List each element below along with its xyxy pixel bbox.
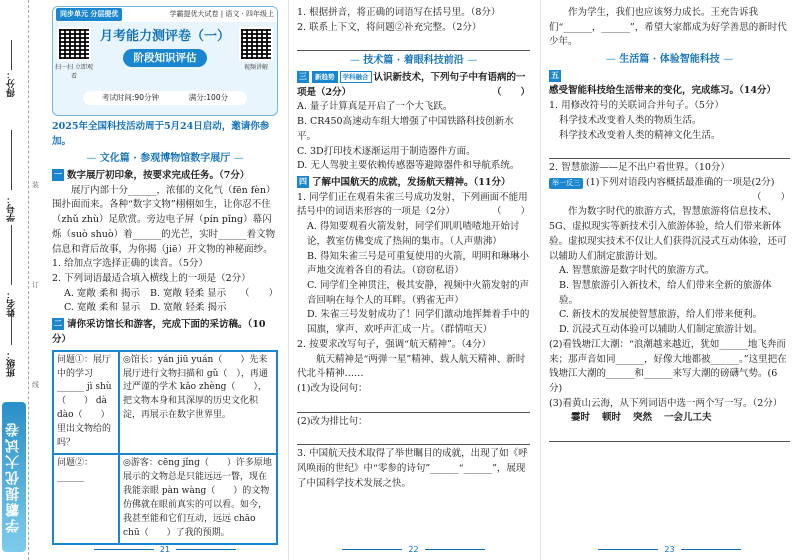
score-label: 得分： (7, 70, 17, 97)
word-bank (549, 411, 790, 426)
answer-line[interactable] (297, 431, 530, 445)
question-5-sub2-2: (2)看钱塘江大潮：“浪潮越来越近，犹如______地飞奔而来；那声音如同______，好像大地都被______。”这里把在钱塘江大潮的______和______来写大潮的磅礴气势。(6分) (549, 338, 787, 395)
question-number-box: 五 (551, 70, 559, 80)
answer-line[interactable] (549, 428, 790, 442)
question-3-head (297, 71, 530, 100)
qr-caption-left: 扫一扫 立即观看 (55, 64, 93, 81)
answer-line[interactable] (297, 37, 530, 51)
qr-code-left[interactable] (57, 27, 91, 61)
option-c[interactable]: C. 新技术的发展使智慧旅游，给人们带来便利。 (559, 309, 762, 321)
table-cell-question-2[interactable]: 问题②：______ (53, 454, 119, 544)
section-title-life: — 生活篇 · 体验智能科技 — (549, 52, 790, 68)
word-item: 突然 (633, 412, 653, 424)
header-strip (53, 7, 277, 22)
test-subtitle: 阶段知识评估 (123, 49, 207, 67)
option-c[interactable]: C. 宽敞 柔和 显示 (64, 302, 141, 314)
class-line (11, 310, 12, 345)
qr-code-right[interactable] (239, 27, 273, 61)
test-header (52, 6, 278, 116)
option-d[interactable]: D. 朱雀三号发射成功了！同学们激动地挥舞着手中的国旗，掌声、欢呼声汇成一片。（群情喧天） (307, 309, 530, 336)
number-label: 学号： (7, 195, 17, 222)
question-5-sub2-1-text: (1)下列对语段内容概括最准确的一项是(2分) (586, 176, 775, 188)
option-a[interactable]: A. 宽敞 柔和 揭示 (64, 287, 140, 299)
table-cell-answer-1[interactable]: ◎馆长：yán jiū yuán（ ）先来展厅进行文物扫描和 gǔ（ ），再通过严谨的学术 kǎo zhèng（ ），把文物本身和其深厚的历史文化积淀，再展示在数字世界里。 (119, 351, 277, 455)
question-number-box: 二 (54, 319, 62, 329)
question-5-sub2-3: (3)看黄山云海，从下列词语中选一两个写一写。（2分） (549, 397, 783, 409)
name-line (11, 225, 12, 285)
fold-mark-1: 装 (32, 181, 39, 189)
tourism-passage: 作为数字时代的旅游方式，智慧旅游将信息技术、5G、虚拟现实等新技术引入旅游体验，给人们带来新体验。虚拟现实技术不仅让人们获得沉浸式互动体验，还可以辅助人们制定旅游计划。 (549, 206, 787, 262)
question-2-text: 请你采访馆长和游客，完成下面的采访稿。（10分） (52, 319, 266, 345)
fold-line (28, 0, 29, 560)
intro-text: 2025年全国科技活动周于5月24日启动，邀请你参加。 (52, 121, 270, 147)
option-c[interactable]: C. 同学们全神贯注，极其安静，视频中火箭发射的声音回响在每个人的耳畔。（鸦雀无声） (307, 280, 529, 306)
question-5-sub2-1 (549, 176, 790, 191)
question-1-text: 数字展厅初印象，按要求完成任务。（7分） (67, 169, 250, 181)
question-5-sub1: 1. 用修改符号的关联词合并句子。（5分） (549, 100, 724, 112)
table-cell-answer-2[interactable]: ◎游客：cēng jǐng（ ）许多原地展示的文物总是只能远远一瞥，现在我能亲眼 pàn wàng（ ）的文物仿佛就在眼前真实的可以看。如今，我甚至能和它们互动，远远 chāo chū（ ）了我的预期。 (119, 454, 277, 544)
question-number-box: 四 (299, 176, 307, 186)
option-b[interactable]: B. 得知朱雀三号是可重复使用的火箭，明明和琳琳小声地交流着各自的看法。（窃窃私语） (307, 250, 530, 277)
question-4-sub1 (297, 191, 530, 220)
option-c[interactable]: C. 3D打印技术逐渐运用于制造器件方面。 (297, 145, 476, 157)
question-4-sub2-b: (2)改为排比句： (297, 415, 368, 427)
answer-paren[interactable]: （ ） (491, 206, 530, 218)
subject-tag: 学科融合 (340, 71, 372, 83)
question-5-head (549, 70, 790, 99)
question-number-box: 三 (299, 71, 307, 81)
word-item: 顿时 (602, 412, 622, 424)
time-limit: 考试时间:90分钟 (101, 93, 159, 102)
number-line (11, 130, 12, 190)
answer-line[interactable] (549, 145, 790, 159)
question-4-quote: 航天精神是“两弹一星”精神、载人航天精神、新时代北斗精神…… (297, 353, 526, 380)
question-4-sub2: 2. 按要求改写句子，强调“航天精神”。（4分） (297, 338, 492, 350)
page-number: 22 (289, 544, 538, 556)
answer-paren[interactable]: （ ） (239, 287, 278, 299)
question-4-head (297, 176, 530, 191)
question-4-sub1-text: 1. 同学们正在观看朱雀三号成功发射，下列画面不能用括号中的词语来形容的一项是（2分） (297, 191, 528, 218)
option-b[interactable]: B. 宽敞 轻柔 显示 (150, 287, 227, 299)
answer-paren[interactable]: （ ） (751, 191, 790, 203)
sentence-1: 科学技术改变着人类的物质生活。 (559, 114, 702, 126)
question-2-head (52, 318, 278, 347)
question-1-sub2-text: 2. 下列词语最适合填入横线上的一项是（2分） (52, 272, 251, 284)
interview-table (52, 350, 278, 545)
page-23 (540, 0, 798, 560)
binding-margin (0, 0, 44, 560)
option-d[interactable]: D. 宽敞 轻柔 揭示 (150, 302, 227, 314)
test-meta (83, 91, 247, 105)
option-b[interactable]: B. 智慧旅游引入新技术，给人们带来全新的旅游体验。 (559, 280, 772, 306)
option-b[interactable]: B. CR450高速动车组大增强了中国铁路科技创新水平。 (297, 116, 514, 142)
sync-badge: 同步单元 分层提优 (56, 8, 122, 21)
page-22 (288, 0, 538, 560)
option-row (52, 301, 278, 316)
score-line (11, 40, 12, 70)
question-number-box: 一 (54, 169, 62, 179)
full-score: 满分:100分 (188, 93, 229, 102)
trend-tag: 新趋势 (312, 71, 338, 83)
answer-paren[interactable]: （ ） (491, 86, 530, 98)
option-a[interactable]: A. 智慧旅游是数字时代的旅游方式。 (559, 265, 715, 277)
question-1-sub3: 1. 根据拼音，将正确的词语写在括号里。（8分） (297, 7, 501, 18)
question-5-text: 感受智能科技给生活带来的变化，完成练习。（14分） (549, 85, 776, 97)
option-row (52, 287, 240, 302)
continued-text: 作为学生，我们也应该努力成长。王充告诉我们“______，______”，希望大家都成为好学善思的新时代少年。 (549, 7, 787, 48)
fold-mark-3: 线 (32, 381, 39, 389)
option-d[interactable]: D. 无人驾驶主要依赖传感器等避障器件和导航系统。 (297, 160, 520, 172)
brand-logo: 学霸提优大试卷 (2, 402, 26, 552)
option-a[interactable]: A. 得知要观看火箭发射，同学们叽叽喳喳地开始讨论，教室仿佛变成了热闹的集市。（人声鼎沸） (307, 221, 520, 247)
word-item: 一会儿工夫 (664, 412, 712, 424)
question-1-passage: 展厅内部十分______，浓郁的文化气（fēn fèn）围扑面而来。各种“数字文物”栩栩如生，让你忍不住（zhǔ zhù）足欣赏。旁边电子屏（pín pǐng）幕闪烁（suò shuò）着______的光芒，实时______着文物信息和背后故事，为你揭（jiē）开文物的神秘面纱。 (52, 184, 276, 255)
question-4-sub2-a: (1)改为设问句： (297, 383, 368, 395)
question-1-sub4: 2. 联系上下文，将问题②补充完整。（2分） (297, 21, 482, 33)
question-3-text: 认识新技术，下列句子中有语病的一项是（2分） (297, 71, 526, 98)
question-5-sub2: 2. 智慧旅游——足不出户看世界。（10分） (549, 162, 730, 174)
page-21 (44, 0, 286, 560)
page-number: 21 (44, 544, 286, 556)
table-cell-question-1[interactable]: 问题①：展厅中的学习 ______ jì shù（ ） dà dào（ ）里出文物给的吗？ (53, 351, 119, 455)
answer-line[interactable] (297, 399, 530, 413)
sentence-2: 科学技术改变着人类的精神文化生活。 (559, 129, 721, 141)
qr-caption-right: 视频讲解 (243, 64, 268, 71)
practice-chip: 举一反三 (549, 178, 583, 189)
section-title-tech: — 技术篇 · 着眼科技前沿 — (297, 53, 530, 69)
section-title-culture: — 文化篇 · 参观博物馆数字展厅 — (52, 151, 278, 167)
fold-mark-2: 订 (32, 281, 39, 289)
question-4-text: 了解中国航天的成就，发扬航天精神。（11分） (312, 176, 511, 188)
question-4-sub3: 3. 中国航天技术取得了举世瞩目的成就，出现了如《呼风唤雨的世纪》中“零参的诗句”______“______”，展现了中国科学技术发展之快。 (297, 448, 528, 489)
option-d[interactable]: D. 沉浸式互动体验可以辅助人们制定旅游计划。 (559, 324, 763, 336)
name-label: 姓名： (7, 290, 17, 317)
test-title: 月考能力测评卷（一） (99, 29, 230, 44)
series-label: 学霸提优大试卷 | 语文 · 四年级上 (169, 10, 274, 19)
word-item: 霎时 (571, 412, 591, 424)
class-label: 班级： (7, 350, 17, 377)
question-1-head (52, 169, 278, 184)
option-a[interactable]: A. 量子计算真是开启了一个大飞跃。 (297, 101, 453, 113)
page-number: 23 (541, 544, 798, 556)
question-1-sub1: 1. 给加点字选择正确的读音。（5分） (52, 258, 208, 270)
